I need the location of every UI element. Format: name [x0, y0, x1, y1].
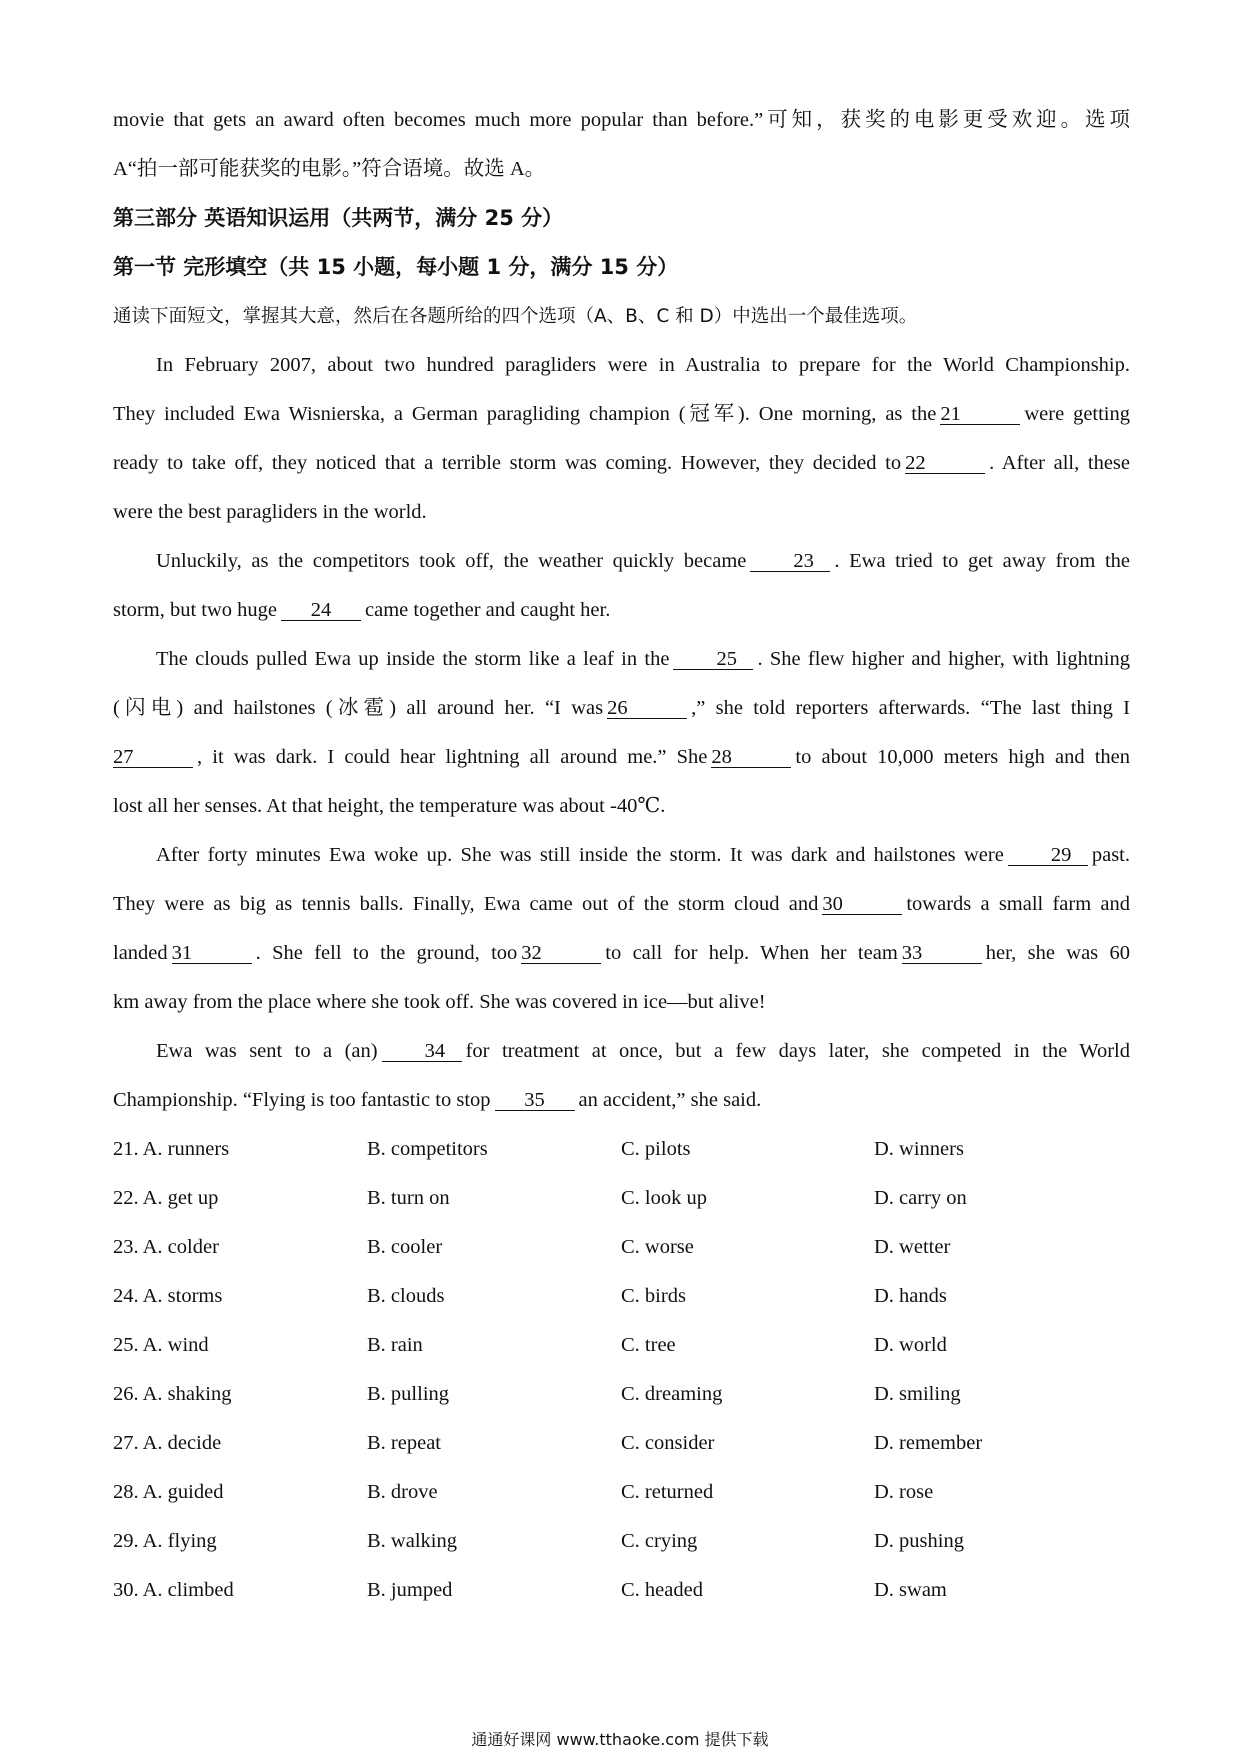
- answer-options: [113, 1125, 1130, 1615]
- page-footer: 通通好课网 www.tthaoke.com 提供下载: [471, 1730, 769, 1749]
- subsection-title: 第一节 完形填空（共 15 小题，每小题 1 分，满分 15 分）: [113, 255, 679, 279]
- passage-line: ready to take off, they noticed that a terrible storm was coming. However, they decided to 22 . After all, these: [113, 452, 1131, 474]
- blank-24[interactable]: 24: [281, 600, 361, 621]
- option-d[interactable]: D. swam: [874, 1579, 947, 1601]
- passage-line: In February 2007, about two hundred paragliders were in Australia to prepare for the World Championship.: [156, 354, 1130, 376]
- blank-29[interactable]: 29: [1008, 845, 1088, 866]
- option-b[interactable]: B. turn on: [367, 1187, 450, 1209]
- option-a[interactable]: 23. A. colder: [113, 1236, 219, 1258]
- option-row: [113, 1174, 1130, 1223]
- option-d[interactable]: D. winners: [874, 1138, 964, 1160]
- option-c[interactable]: C. consider: [621, 1432, 715, 1454]
- option-c[interactable]: C. worse: [621, 1236, 694, 1258]
- option-d[interactable]: D. hands: [874, 1285, 947, 1307]
- option-c[interactable]: C. tree: [621, 1334, 676, 1356]
- option-a[interactable]: 28. A. guided: [113, 1481, 224, 1503]
- passage-line: were the best paragliders in the world.: [113, 501, 427, 523]
- option-row: [113, 1419, 1130, 1468]
- blank-22[interactable]: 22: [905, 453, 985, 474]
- option-row: [113, 1370, 1130, 1419]
- blank-23[interactable]: 23: [750, 551, 830, 572]
- option-c[interactable]: C. birds: [621, 1285, 686, 1307]
- option-d[interactable]: D. smiling: [874, 1383, 961, 1405]
- blank-21[interactable]: 21: [940, 404, 1020, 425]
- option-row: [113, 1223, 1130, 1272]
- passage-line: (闪电) and hailstones (冰雹) all around her. “I was 26 ,” she told reporters afterwards. “The last thing I: [113, 697, 1130, 719]
- option-row: [113, 1272, 1130, 1321]
- intro-line-1: movie that gets an award often becomes much more popular than before.”可知，获奖的电影更受欢迎。选项: [113, 109, 1130, 131]
- option-b[interactable]: B. competitors: [367, 1138, 488, 1160]
- option-c[interactable]: C. pilots: [621, 1138, 691, 1160]
- blank-28[interactable]: 28: [711, 747, 791, 768]
- option-a[interactable]: 27. A. decide: [113, 1432, 222, 1454]
- option-row: [113, 1321, 1130, 1370]
- passage-line: They included Ewa Wisnierska, a German paragliding champion (冠军). One morning, as the 21 were getting: [113, 403, 1131, 425]
- section-title: 第三部分 英语知识运用（共两节，满分 25 分）: [113, 206, 564, 230]
- passage-line: 27 , it was dark. I could hear lightning all around me.” She 28 to about 10,000 meters high and then: [113, 746, 1130, 768]
- option-b[interactable]: B. jumped: [367, 1579, 453, 1601]
- blank-33[interactable]: 33: [902, 943, 982, 964]
- option-row: [113, 1468, 1130, 1517]
- passage-line: landed 31 . She fell to the ground, too 32 to call for help. When her team 33 her, she was 60: [113, 942, 1130, 964]
- option-b[interactable]: B. walking: [367, 1530, 457, 1552]
- option-a[interactable]: 26. A. shaking: [113, 1383, 232, 1405]
- passage-line: Championship. “Flying is too fantastic to stop 35 an accident,” she said.: [113, 1089, 762, 1111]
- option-c[interactable]: C. returned: [621, 1481, 714, 1503]
- blank-25[interactable]: 25: [673, 649, 753, 670]
- option-d[interactable]: D. carry on: [874, 1187, 967, 1209]
- option-row: [113, 1566, 1130, 1615]
- blank-27[interactable]: 27: [113, 747, 193, 768]
- passage-line: They were as big as tennis balls. Finally, Ewa came out of the storm cloud and 30 towards a small farm and: [113, 893, 1130, 915]
- passage-line: The clouds pulled Ewa up inside the storm like a leaf in the 25 . She flew higher and higher, with lightning: [156, 648, 1130, 670]
- passage-line: lost all her senses. At that height, the temperature was about -40℃.: [113, 795, 666, 817]
- passage-line: km away from the place where she took off. She was covered in ice—but alive!: [113, 991, 766, 1013]
- option-a[interactable]: 29. A. flying: [113, 1530, 217, 1552]
- blank-31[interactable]: 31: [172, 943, 252, 964]
- option-b[interactable]: B. repeat: [367, 1432, 441, 1454]
- paragraph-5: [113, 1027, 1130, 1125]
- paragraph-4: [113, 831, 1130, 1027]
- passage-line: Unluckily, as the competitors took off, the weather quickly became 23 . Ewa tried to get away from the: [156, 550, 1130, 572]
- option-b[interactable]: B. cooler: [367, 1236, 443, 1258]
- passage-line: Ewa was sent to a (an) 34 for treatment at once, but a few days later, she competed in the World: [156, 1040, 1130, 1062]
- paragraph-3: [113, 635, 1130, 831]
- paragraph-1: [113, 341, 1130, 537]
- blank-32[interactable]: 32: [521, 943, 601, 964]
- option-d[interactable]: D. wetter: [874, 1236, 951, 1258]
- option-a[interactable]: 21. A. runners: [113, 1138, 230, 1160]
- option-b[interactable]: B. rain: [367, 1334, 423, 1356]
- blank-35[interactable]: 35: [495, 1090, 575, 1111]
- blank-30[interactable]: 30: [822, 894, 902, 915]
- option-row: [113, 1517, 1130, 1566]
- option-b[interactable]: B. drove: [367, 1481, 438, 1503]
- option-a[interactable]: 22. A. get up: [113, 1187, 219, 1209]
- option-c[interactable]: C. look up: [621, 1187, 707, 1209]
- passage-line: After forty minutes Ewa woke up. She was still inside the storm. It was dark and hailstones were 29 past.: [156, 844, 1130, 866]
- blank-34[interactable]: 34: [382, 1041, 462, 1062]
- instructions: 通读下面短文，掌握其大意，然后在各题所给的四个选项（A、B、C 和 D）中选出一个最佳选项。: [113, 306, 918, 327]
- option-b[interactable]: B. pulling: [367, 1383, 450, 1405]
- option-row: [113, 1125, 1130, 1174]
- option-c[interactable]: C. headed: [621, 1579, 703, 1601]
- option-a[interactable]: 25. A. wind: [113, 1334, 209, 1356]
- option-d[interactable]: D. pushing: [874, 1530, 964, 1552]
- option-a[interactable]: 30. A. climbed: [113, 1579, 234, 1601]
- blank-26[interactable]: 26: [607, 698, 687, 719]
- option-d[interactable]: D. world: [874, 1334, 947, 1356]
- option-d[interactable]: D. remember: [874, 1432, 983, 1454]
- option-c[interactable]: C. crying: [621, 1530, 698, 1552]
- intro-line-2: A“拍一部可能获奖的电影。”符合语境。故选 A。: [113, 158, 546, 180]
- option-a[interactable]: 24. A. storms: [113, 1285, 223, 1307]
- option-d[interactable]: D. rose: [874, 1481, 934, 1503]
- option-b[interactable]: B. clouds: [367, 1285, 445, 1307]
- option-c[interactable]: C. dreaming: [621, 1383, 723, 1405]
- paragraph-2: [113, 537, 1130, 635]
- passage-line: storm, but two huge 24 came together and caught her.: [113, 599, 611, 621]
- document-page: [113, 96, 1130, 1615]
